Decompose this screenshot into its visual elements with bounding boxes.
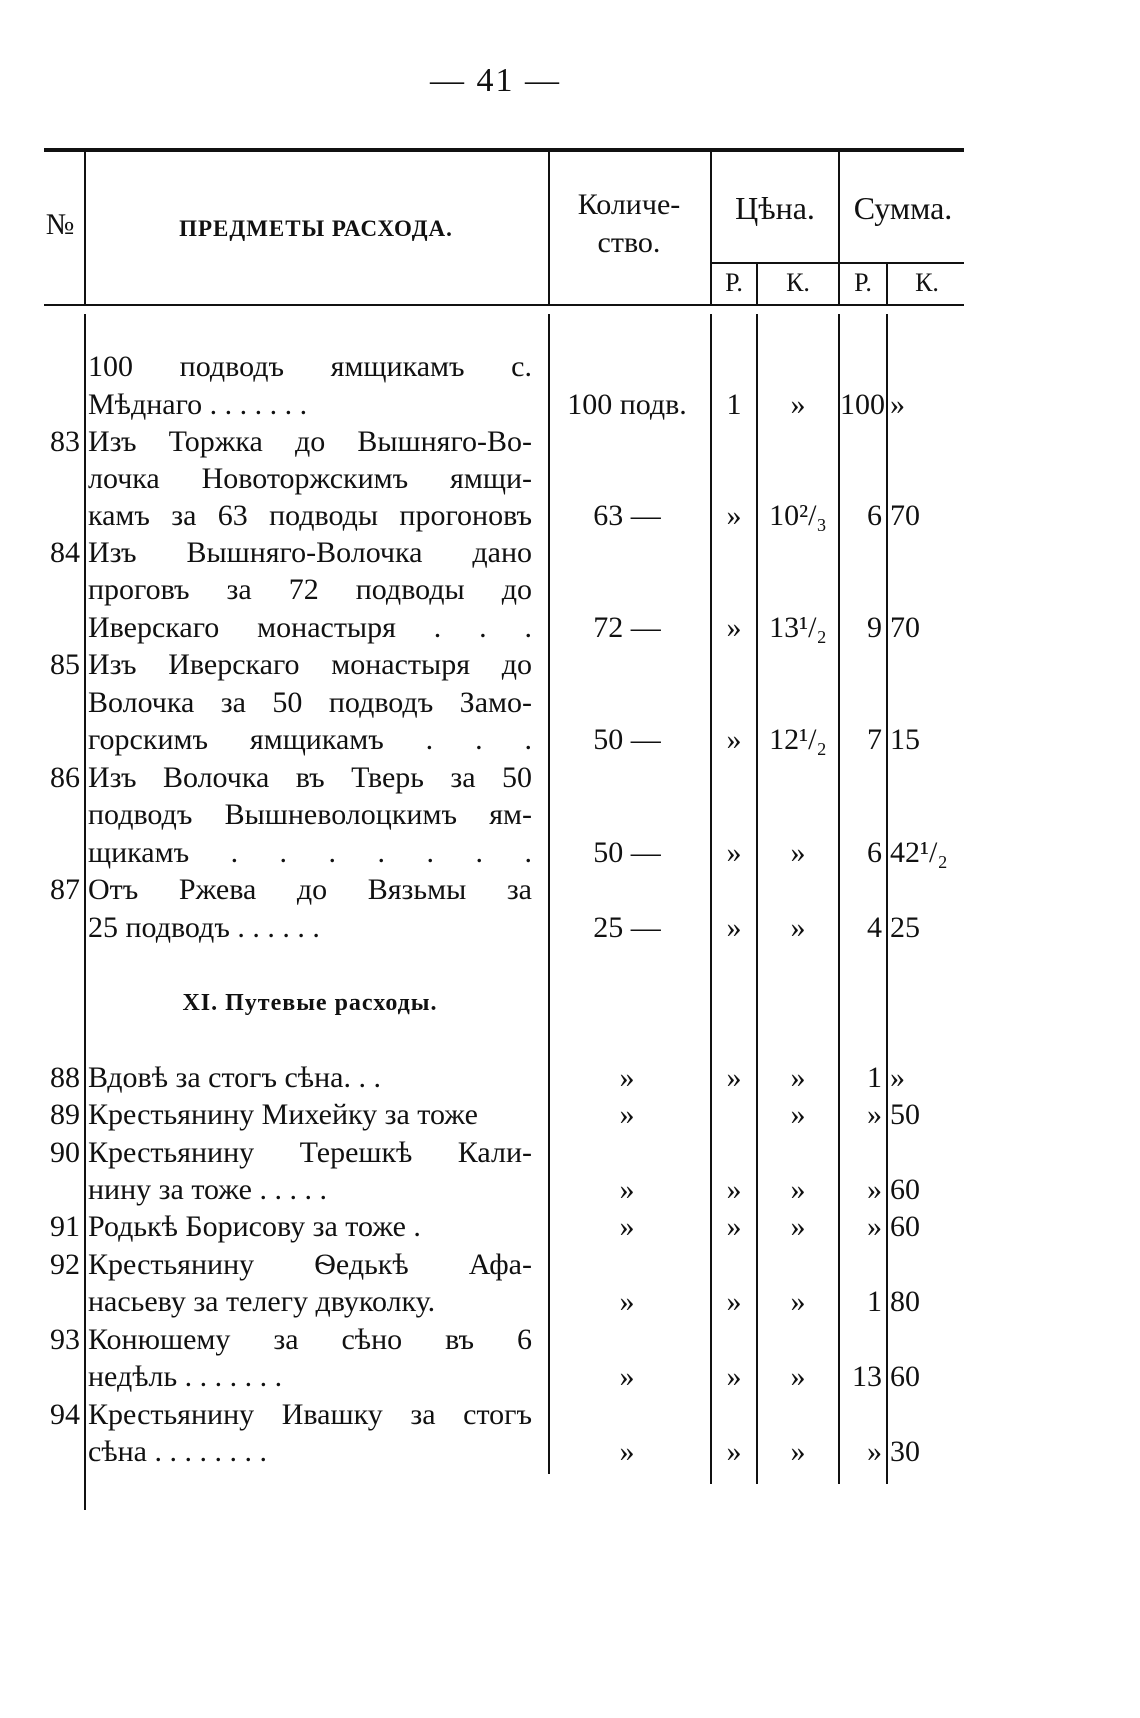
row-price-kopecks: » [790, 1435, 806, 1468]
row-number: 90 [50, 1136, 80, 1169]
row-sum-kopecks: 60 [890, 1173, 920, 1206]
row-description: недѣль . . . . . . . [88, 1360, 283, 1393]
row-price-kopecks: 12¹/₂ [769, 723, 827, 756]
row-sum-kopecks: 70 [890, 611, 920, 644]
row-number: 87 [50, 873, 80, 906]
header-sum-rubles: Р. [854, 268, 872, 297]
header-number: № [45, 208, 75, 241]
row-description: сѣна . . . . . . . . [88, 1435, 267, 1468]
header-price: Цѣна. [735, 190, 815, 226]
row-number: 93 [50, 1323, 80, 1356]
row-quantity: » [619, 1061, 635, 1094]
row-description: 100 подводъ ямщикамъ с. [88, 350, 532, 383]
row-quantity: 72 — [593, 611, 661, 644]
row-number: 85 [50, 648, 80, 681]
col-divider [84, 314, 86, 1510]
row-quantity: 25 — [593, 911, 661, 944]
row-description: насьеву за телегу двуколку. [88, 1285, 436, 1318]
row-sum-kopecks: 80 [890, 1285, 920, 1318]
header-bottom-rule [44, 304, 964, 306]
row-price-rubles: » [726, 911, 742, 944]
row-sum-rubles: 6 [867, 836, 882, 869]
row-description: щикамъ . . . . . . . [88, 836, 532, 869]
row-quantity: » [619, 1360, 635, 1393]
row-number: 92 [50, 1248, 80, 1281]
row-description: подводъ Вышневолоцкимъ ям- [88, 798, 532, 831]
row-quantity: » [619, 1173, 635, 1206]
row-number: 86 [50, 761, 80, 794]
header-sum: Сумма. [853, 190, 953, 226]
row-description: Иверскаго монастыря . . . [88, 611, 532, 644]
row-price-kopecks: » [790, 1210, 806, 1243]
col-divider [548, 152, 550, 304]
col-divider [548, 314, 550, 1474]
row-description: нину за тоже . . . . . [88, 1173, 327, 1206]
top-rule [44, 148, 964, 152]
row-sum-rubles: 4 [867, 911, 882, 944]
row-sum-rubles: 9 [867, 611, 882, 644]
row-number: 91 [50, 1210, 80, 1243]
row-price-rubles: » [726, 1210, 742, 1243]
row-sum-kopecks: 42¹/₂ [890, 836, 948, 869]
row-price-rubles: » [726, 1435, 742, 1468]
row-number: 83 [50, 425, 80, 458]
col-divider [710, 314, 712, 1484]
row-price-rubles: » [726, 723, 742, 756]
row-quantity: 50 — [593, 836, 661, 869]
header-price-kopecks: К. [786, 268, 810, 297]
header-quantity-line1: Количе- [577, 188, 681, 221]
row-description: камъ за 63 подводы прогоновъ [88, 499, 532, 532]
row-description: Крестьянину Ивашку за стогъ [88, 1398, 532, 1431]
row-number: 88 [50, 1061, 80, 1094]
row-price-rubles: » [726, 836, 742, 869]
row-quantity: » [619, 1098, 635, 1131]
row-sum-kopecks: 30 [890, 1435, 920, 1468]
row-description: Крестьянину Ѳедькѣ Афа- [88, 1248, 532, 1281]
col-divider [838, 152, 840, 304]
row-price-rubles: » [726, 611, 742, 644]
row-sum-kopecks: 25 [890, 911, 920, 944]
row-description: горскимъ ямщикамъ . . . [88, 723, 532, 756]
row-price-kopecks: » [790, 1360, 806, 1393]
row-sum-rubles: » [867, 1098, 882, 1131]
col-divider [710, 152, 712, 304]
col-divider [886, 314, 888, 1484]
row-price-kopecks: » [790, 911, 806, 944]
row-price-kopecks: » [790, 1098, 806, 1131]
row-description: Вдовѣ за стогъ сѣна. . . [88, 1061, 381, 1094]
section-title: XI. Путевые расходы. [182, 990, 438, 1016]
row-description: Конюшему за сѣно въ 6 [88, 1323, 532, 1356]
row-quantity: » [619, 1435, 635, 1468]
header-items: ПРЕДМЕТЫ РАСХОДА. [179, 216, 453, 241]
row-price-rubles: 1 [726, 388, 742, 421]
row-sum-rubles: » [867, 1210, 882, 1243]
row-price-kopecks: » [790, 1173, 806, 1206]
row-description: проговъ за 72 подводы до [88, 573, 532, 606]
row-sum-kopecks: 60 [890, 1360, 920, 1393]
row-price-kopecks: 13¹/₂ [769, 611, 827, 644]
col-divider [886, 264, 888, 304]
row-sum-rubles: 7 [867, 723, 882, 756]
row-price-kopecks: » [790, 1061, 806, 1094]
row-description: Отъ Ржева до Вязьмы за [88, 873, 532, 906]
header-quantity-line2: ство. [597, 226, 661, 259]
row-price-kopecks: 10²/₃ [769, 499, 827, 532]
row-quantity: 63 — [593, 499, 661, 532]
row-number: 89 [50, 1098, 80, 1131]
col-divider [84, 152, 86, 304]
row-sum-kopecks: » [890, 1061, 905, 1094]
row-sum-rubles: 13 [852, 1360, 882, 1393]
row-price-kopecks: » [790, 388, 806, 421]
row-description: Крестьянину Михейку за тоже [88, 1098, 478, 1131]
row-number: 84 [50, 536, 80, 569]
row-description: Изъ Торжка до Вышняго-Во- [88, 425, 532, 458]
header-price-rubles: Р. [725, 268, 743, 297]
row-sum-rubles: 6 [867, 499, 882, 532]
row-description: Мѣднаго . . . . . . . [88, 388, 308, 421]
row-sum-rubles: 100 [840, 388, 885, 421]
row-description: лочка Новоторжскимъ ямщи- [88, 462, 532, 495]
row-description: Волочка за 50 подводъ Замо- [88, 686, 532, 719]
row-sum-rubles: » [867, 1173, 882, 1206]
row-description: Родькѣ Борисову за тоже . [88, 1210, 421, 1243]
row-sum-kopecks: 70 [890, 499, 920, 532]
row-price-rubles: » [726, 1285, 742, 1318]
row-sum-kopecks: 50 [890, 1098, 920, 1131]
page-number: — 41 — [430, 62, 561, 99]
row-quantity: 50 — [593, 723, 661, 756]
row-sum-rubles: » [867, 1435, 882, 1468]
row-description: Изъ Вышняго-Волочка дано [88, 536, 532, 569]
row-sum-kopecks: 15 [890, 723, 920, 756]
row-sum-kopecks: 60 [890, 1210, 920, 1243]
row-sum-kopecks: » [890, 388, 905, 421]
row-price-rubles: » [726, 1061, 742, 1094]
row-quantity: » [619, 1285, 635, 1318]
row-price-kopecks: » [790, 836, 806, 869]
row-description: 25 подводъ . . . . . . [88, 911, 320, 944]
row-quantity: 100 подв. [567, 388, 687, 421]
row-price-kopecks: » [790, 1285, 806, 1318]
row-sum-rubles: 1 [867, 1285, 882, 1318]
row-price-rubles: » [726, 1360, 742, 1393]
row-sum-rubles: 1 [867, 1061, 882, 1094]
row-number: 94 [50, 1398, 80, 1431]
row-price-rubles: » [726, 499, 742, 532]
row-description: Крестьянину Терешкѣ Кали- [88, 1136, 532, 1169]
row-description: Изъ Иверскаго монастыря до [88, 648, 532, 681]
row-price-rubles: » [726, 1173, 742, 1206]
row-quantity: » [619, 1210, 635, 1243]
row-description: Изъ Волочка въ Тверь за 50 [88, 761, 532, 794]
header-sum-kopecks: К. [915, 268, 939, 297]
